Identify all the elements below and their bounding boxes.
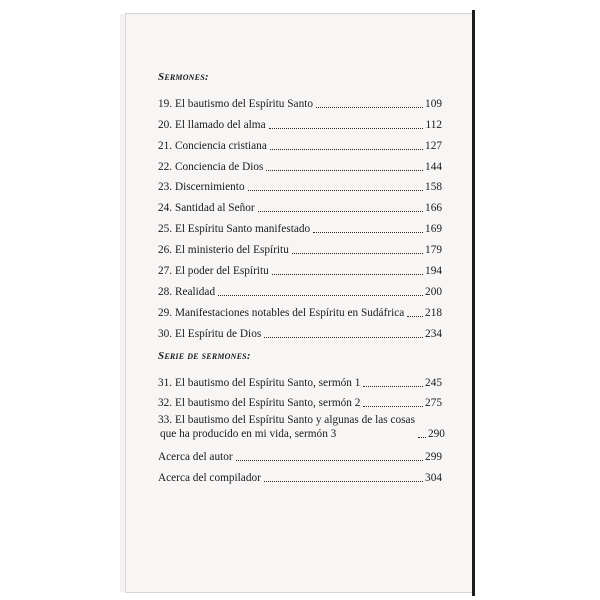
toc-entry: [158, 236, 442, 257]
entry-title: 28. Realidad: [158, 285, 216, 298]
entry-title: 32. El bautismo del Espíritu Santo, sermón 2: [158, 397, 361, 410]
toc-entry: [158, 278, 442, 299]
entry-page-number: 127: [425, 139, 442, 152]
entry-title: 23. Discernimiento: [158, 181, 245, 194]
dot-leader: [363, 406, 423, 407]
entry-title-continuation: que ha producido en mi vida, sermón 3: [160, 428, 337, 441]
section-heading: Sermones:: [158, 71, 209, 83]
dot-leader: [313, 232, 423, 233]
book-cover-edge: [472, 10, 475, 596]
entry-page-number: 194: [425, 265, 442, 278]
entry-title: 33. El bautismo del Espíritu Santo y algunas de las cosas: [158, 414, 415, 427]
entry-title: 29. Manifestaciones notables del Espíritu en Sudáfrica: [158, 306, 405, 319]
entry-page-number: 169: [425, 223, 442, 236]
dot-leader: [316, 107, 423, 108]
entry-page-number: 158: [425, 181, 442, 194]
entry-page-number: 109: [425, 97, 442, 110]
section-heading: Serie de sermones:: [158, 349, 251, 362]
entry-page-number: 218: [425, 306, 442, 319]
entry-page-number: 200: [425, 285, 442, 298]
entry-title: 26. El ministerio del Espíritu: [158, 244, 289, 257]
toc-entry: [158, 320, 442, 341]
table-of-contents: [158, 70, 445, 485]
entry-page-number: 144: [425, 160, 442, 173]
entry-title: 27. El poder del Espíritu: [158, 265, 269, 278]
entry-title-block: [158, 413, 415, 441]
dot-leader: [248, 190, 423, 191]
entry-page-number: 304: [425, 472, 442, 485]
toc-entry: [158, 257, 442, 278]
entry-page-number: 245: [425, 376, 442, 389]
dot-leader: [264, 481, 423, 482]
dot-leader: [236, 460, 423, 461]
entry-title: 31. El bautismo del Espíritu Santo, sermón 1: [158, 376, 361, 389]
entry-title: 19. El bautismo del Espíritu Santo: [158, 97, 314, 110]
entry-title: 20. El llamado del alma: [158, 118, 266, 131]
dot-leader: [292, 253, 423, 254]
entry-page-number: 275: [425, 397, 442, 410]
entry-page-number: 299: [425, 451, 442, 464]
dot-leader: [363, 386, 423, 387]
dot-leader: [218, 295, 423, 296]
dot-leader: [272, 274, 423, 275]
toc-entry: [158, 390, 442, 411]
dot-leader: [258, 211, 423, 212]
toc-entry: [158, 369, 442, 390]
dot-leader: [266, 170, 423, 171]
toc-entry: [158, 410, 445, 443]
entry-page-number: 112: [425, 118, 442, 131]
dot-leader: [264, 337, 423, 338]
toc-entry: [158, 132, 442, 153]
section-serie-de-sermones: [158, 349, 445, 486]
entry-title: 24. Santidad al Señor: [158, 202, 255, 215]
dot-leader: [269, 128, 424, 129]
section-sermones: [158, 70, 442, 341]
dot-leader: [418, 437, 426, 438]
toc-entry: [158, 464, 442, 485]
dot-leader: [270, 149, 423, 150]
toc-entry: [158, 299, 442, 320]
toc-entry: [158, 215, 442, 236]
toc-entry: [158, 194, 442, 215]
toc-entry: [158, 90, 442, 111]
entry-page-number: 290: [427, 428, 445, 441]
entry-title: Acerca del autor: [158, 451, 233, 464]
entry-page-number: 234: [425, 327, 442, 340]
toc-entry: [158, 174, 442, 195]
entry-page-number: 166: [425, 202, 442, 215]
entry-title: 25. El Espíritu Santo manifestado: [158, 223, 311, 236]
entry-page-number: 179: [425, 244, 442, 257]
entry-title: 30. El Espíritu de Dios: [158, 327, 262, 340]
dot-leader: [407, 316, 423, 317]
entry-title: Acerca del compilador: [158, 472, 261, 485]
toc-entry: [158, 153, 442, 174]
entry-title: 21. Conciencia cristiana: [158, 139, 267, 152]
toc-entry: [158, 111, 442, 132]
toc-entry: [158, 443, 442, 464]
entry-title: 22. Conciencia de Dios: [158, 160, 264, 173]
